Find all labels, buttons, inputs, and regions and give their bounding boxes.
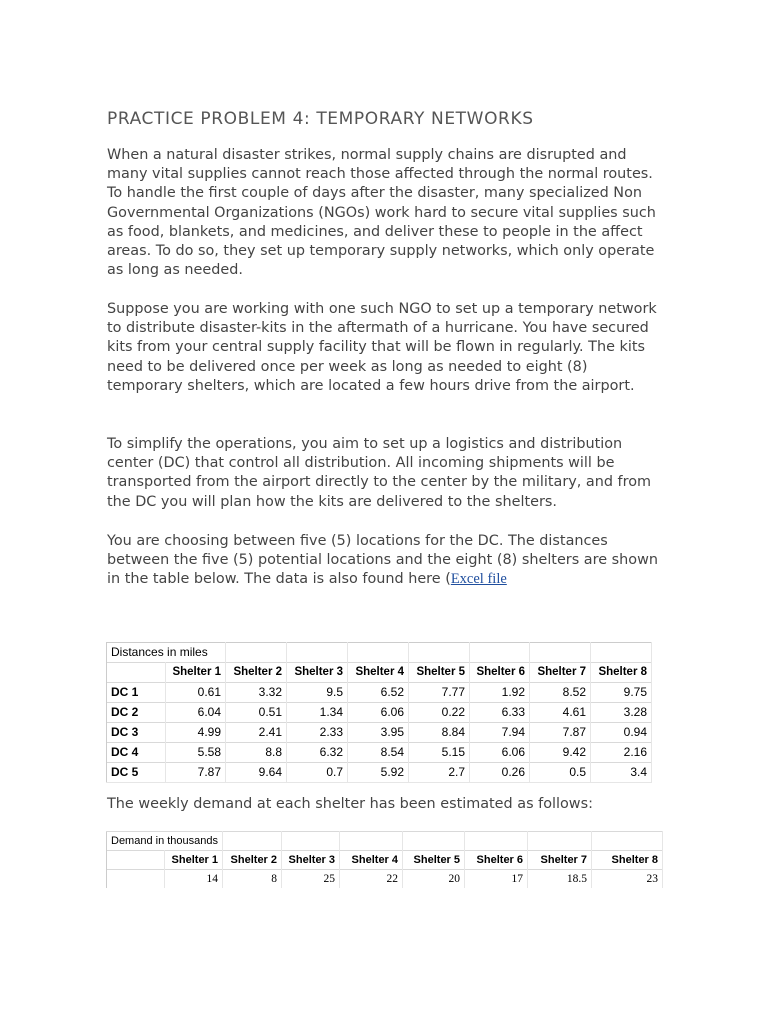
table-cell: 23 [592,870,663,889]
column-header: Shelter 1 [165,851,223,870]
table-row [107,870,663,889]
table-cell: 8.54 [348,743,409,763]
column-header: Shelter 5 [403,851,465,870]
table-cell: 20 [403,870,465,889]
column-header: Shelter 7 [530,663,591,683]
table-row [107,723,652,743]
row-label: DC 4 [107,743,166,763]
operations-paragraph: To simplify the operations, you aim to set up a logistics and distribution center (DC) that control all distribution. All incoming shipments will be transported from the airport directly to the center by the military, and from the DC you will plan how the kits are delivered to the shelters. [107,436,652,510]
table-cell: 6.52 [348,683,409,703]
table-cell: 0.26 [470,763,530,783]
table-cell: 3.28 [591,703,652,723]
table-cell: 1.92 [470,683,530,703]
demand-table [106,831,663,888]
distance-table-caption: Distances in miles [107,643,226,663]
table-cell: 3.32 [226,683,287,703]
table-cell: 0.22 [409,703,470,723]
demand-intro: The weekly demand at each shelter has been estimated as follows: [107,796,593,812]
table-cell: 7.87 [530,723,591,743]
table-cell: 4.61 [530,703,591,723]
row-label: DC 3 [107,723,166,743]
distance-table [106,642,652,783]
table-cell: 0.5 [530,763,591,783]
table-cell: 0.7 [287,763,348,783]
table-cell: 9.64 [226,763,287,783]
row-label: DC 2 [107,703,166,723]
column-header: Shelter 8 [591,663,652,683]
table-cell: 8.8 [226,743,287,763]
table-cell: 2.7 [409,763,470,783]
row-label: DC 1 [107,683,166,703]
table-cell: 2.33 [287,723,348,743]
table-cell: 6.04 [166,703,226,723]
column-header: Shelter 6 [465,851,528,870]
table-cell: 5.92 [348,763,409,783]
table-cell: 17 [465,870,528,889]
table-cell: 8 [223,870,282,889]
table-cell: 6.06 [348,703,409,723]
column-header: Shelter 7 [528,851,592,870]
table-cell: 5.15 [409,743,470,763]
table-cell: 25 [282,870,340,889]
column-header: Shelter 4 [348,663,409,683]
table-cell: 1.34 [287,703,348,723]
page-title: PRACTICE PROBLEM 4: TEMPORARY NETWORKS [107,109,534,129]
table-cell: 3.4 [591,763,652,783]
table-cell: 6.06 [470,743,530,763]
table-cell: 0.94 [591,723,652,743]
table-row [107,763,652,783]
table-cell: 5.58 [166,743,226,763]
table-cell: 9.5 [287,683,348,703]
table-cell: 2.41 [226,723,287,743]
column-header: Shelter 5 [409,663,470,683]
table-cell: 3.95 [348,723,409,743]
excel-file-link[interactable]: Excel file [450,571,507,588]
column-header: Shelter 6 [470,663,530,683]
table-row [107,683,652,703]
column-header: Shelter 2 [226,663,287,683]
row-label: DC 5 [107,763,166,783]
table-cell: 8.84 [409,723,470,743]
table-cell: 0.61 [166,683,226,703]
table-row [107,703,652,723]
locations-paragraph [107,532,667,590]
column-header: Shelter 3 [282,851,340,870]
column-header: Shelter 4 [340,851,403,870]
table-cell: 9.75 [591,683,652,703]
locations-text: You are choosing between five (5) locations for the DC. The distances between the five (5) potential locations and the eight (8) shelters are shown in the table below. The data is also found here ( [107,533,658,588]
table-cell: 7.77 [409,683,470,703]
table-cell: 14 [165,870,223,889]
table-cell: 7.87 [166,763,226,783]
scenario-paragraph: Suppose you are working with one such NGO to set up a temporary network to distribute disaster-kits in the aftermath of a hurricane. You have secured kits from your central supply facility that will be flown in regularly. The kits need to be delivered once per week as long as needed to eight (8) temporary shelters, which are located a few hours drive from the airport. [107,301,657,394]
table-cell: 18.5 [528,870,592,889]
table-cell: 6.33 [470,703,530,723]
table-cell: 8.52 [530,683,591,703]
column-header: Shelter 2 [223,851,282,870]
table-cell: 7.94 [470,723,530,743]
intro-paragraph: When a natural disaster strikes, normal supply chains are disrupted and many vital supplies cannot reach those affected through the normal routes. To handle the first couple of days after the disaster, many specialized Non Governmental Organizations (NGOs) work hard to secure vital supplies such as food, blankets, and medicines, and deliver these to people in the affect areas. To do so, they set up temporary supply networks, which only operate as long as needed. [107,147,656,279]
table-cell: 22 [340,870,403,889]
column-header: Shelter 3 [287,663,348,683]
table-cell: 6.32 [287,743,348,763]
column-header: Shelter 8 [592,851,663,870]
table-cell: 9.42 [530,743,591,763]
column-header: Shelter 1 [166,663,226,683]
table-cell: 0.51 [226,703,287,723]
table-row [107,743,652,763]
table-cell: 4.99 [166,723,226,743]
table-cell: 2.16 [591,743,652,763]
demand-table-caption: Demand in thousands [107,832,223,851]
